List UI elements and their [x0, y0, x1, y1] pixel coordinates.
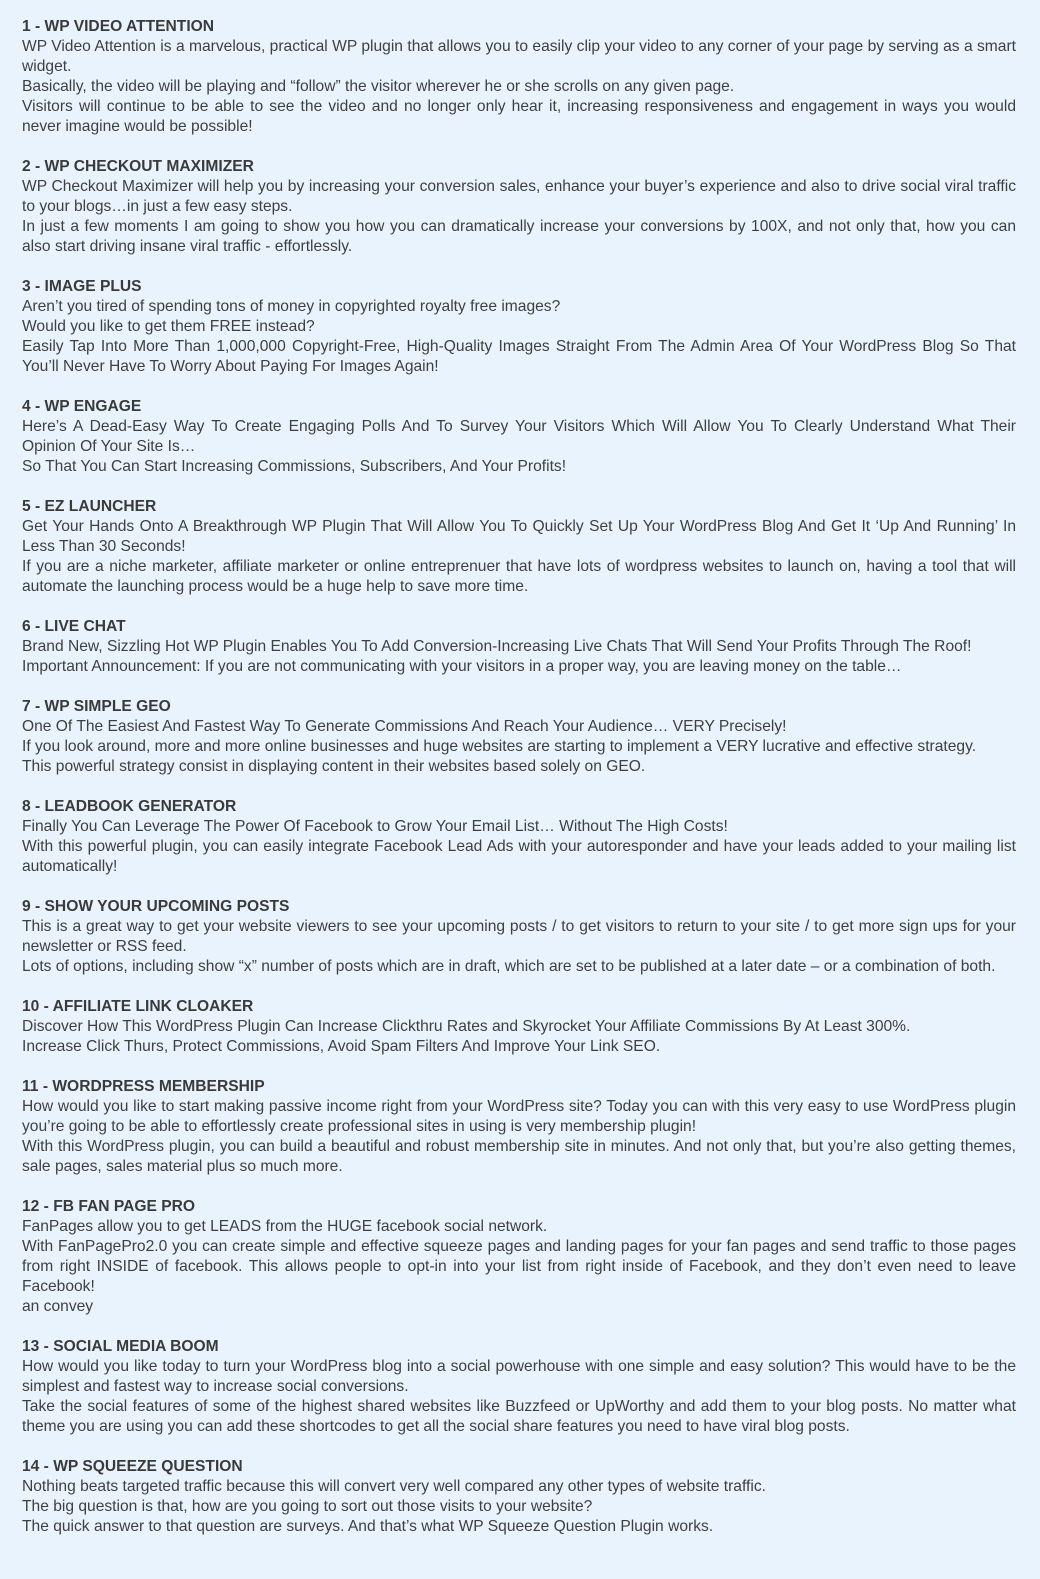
plugin-description: Discover How This WordPress Plugin Can Increase Clickthru Rates and Skyrocket Your Affiliate Commissions By At Least 300%.	[22, 1018, 911, 1035]
plugin-description: One Of The Easiest And Fastest Way To Generate Commissions And Reach Your Audience… VERY Precisely!	[22, 718, 787, 735]
plugin-description: How would you like to start making passive income right from your WordPress site? Today you can with this very easy to use WordPress plugin you’re going to be able to effortlessly create professional sites in using is very membership plugin!	[22, 1098, 1016, 1135]
plugin-description: How would you like today to turn your WordPress blog into a social powerhouse with one simple and easy solution? This would have to be the simplest and fastest way to increase social conversions.	[22, 1358, 1016, 1395]
plugin-description: This powerful strategy consist in displaying content in their websites based solely on GEO.	[22, 758, 646, 775]
plugin-title: 7 - WP SIMPLE GEO	[22, 698, 171, 715]
plugin-title: 6 - LIVE CHAT	[22, 618, 126, 635]
plugin-description: WP Video Attention is a marvelous, practical WP plugin that allows you to easily clip your video to any corner of your page by serving as a smart widget.	[22, 38, 1016, 75]
plugin-description: The big question is that, how are you going to sort out those visits to your website?	[22, 1498, 593, 1515]
plugin-description: So That You Can Start Increasing Commissions, Subscribers, And Your Profits!	[22, 458, 567, 475]
plugin-description: Nothing beats targeted traffic because this will convert very well compared any other types of website traffic.	[22, 1478, 766, 1495]
plugin-description: Take the social features of some of the highest shared websites like Buzzfeed or UpWorthy and add them to your blog posts. No matter what theme you are using you can add these shortcodes to get all the social share features you need to have viral blog posts.	[22, 1398, 1016, 1435]
plugin-item	[22, 497, 1016, 597]
plugin-description: With this powerful plugin, you can easily integrate Facebook Lead Ads with your autoresponder and have your leads added to your mailing list automatically!	[22, 838, 1016, 875]
plugin-description: The quick answer to that question are surveys. And that’s what WP Squeeze Question Plugin works.	[22, 1518, 714, 1535]
plugin-title: 9 - SHOW YOUR UPCOMING POSTS	[22, 898, 290, 915]
plugin-item	[22, 17, 1016, 137]
plugin-item	[22, 397, 1016, 477]
plugin-description: an convey	[22, 1298, 94, 1315]
plugin-title: 5 - EZ LAUNCHER	[22, 498, 157, 515]
plugin-item	[22, 617, 1016, 677]
plugin-title: 12 - FB FAN PAGE PRO	[22, 1198, 195, 1215]
plugin-description: Visitors will continue to be able to see the video and no longer only hear it, increasing responsiveness and engagement in ways you would never imagine would be possible!	[22, 98, 1016, 135]
plugin-description: Basically, the video will be playing and “follow” the visitor wherever he or she scrolls on any given page.	[22, 78, 735, 95]
plugin-description: With this WordPress plugin, you can build a beautiful and robust membership site in minutes. And not only that, but you’re also getting themes, sale pages, sales material plus so much more.	[22, 1138, 1016, 1175]
plugin-title: 2 - WP CHECKOUT MAXIMIZER	[22, 158, 254, 175]
plugin-description: With FanPagePro2.0 you can create simple and effective squeeze pages and landing pages for your fan pages and send traffic to those pages from right INSIDE of facebook. This allows people to opt-in into your list from right inside of Facebook, and they don’t even need to leave Facebook!	[22, 1238, 1016, 1295]
plugin-description: If you are a niche marketer, affiliate marketer or online entreprenuer that have lots of wordpress websites to launch on, having a tool that will automate the launching process would be a huge help to save more time.	[22, 558, 1016, 595]
plugin-title: 11 - WORDPRESS MEMBERSHIP	[22, 1078, 265, 1095]
plugin-item	[22, 797, 1016, 877]
plugin-item	[22, 697, 1016, 777]
plugin-description: This is a great way to get your website viewers to see your upcoming posts / to get visitors to return to your site / to get more sign ups for your newsletter or RSS feed.	[22, 918, 1016, 955]
plugin-item	[22, 277, 1016, 377]
plugin-title: 3 - IMAGE PLUS	[22, 278, 142, 295]
plugin-item	[22, 1457, 1016, 1537]
plugin-description: Lots of options, including show “x” number of posts which are in draft, which are set to be published at a later date – or a combination of both.	[22, 958, 996, 975]
plugin-title: 14 - WP SQUEEZE QUESTION	[22, 1458, 243, 1475]
plugin-title: 13 - SOCIAL MEDIA BOOM	[22, 1338, 219, 1355]
plugin-description: Easily Tap Into More Than 1,000,000 Copyright-Free, High-Quality Images Straight From The Admin Area Of Your WordPress Blog So That You’ll Never Have To Worry About Paying For Images Again!	[22, 338, 1016, 375]
plugin-title: 1 - WP VIDEO ATTENTION	[22, 18, 215, 35]
plugin-description: Here’s A Dead-Easy Way To Create Engaging Polls And To Survey Your Visitors Which Will Allow You To Clearly Understand What Their Opinion Of Your Site Is…	[22, 418, 1016, 455]
plugin-item	[22, 157, 1016, 257]
plugin-item	[22, 897, 1016, 977]
plugin-title: 4 - WP ENGAGE	[22, 398, 142, 415]
plugin-description: If you look around, more and more online businesses and huge websites are starting to implement a VERY lucrative and effective strategy.	[22, 738, 977, 755]
plugin-description: Increase Click Thurs, Protect Commissions, Avoid Spam Filters And Improve Your Link SEO.	[22, 1038, 661, 1055]
plugin-list	[22, 17, 1016, 1557]
plugin-description: Aren’t you tired of spending tons of money in copyrighted royalty free images?	[22, 298, 561, 315]
plugin-description: Brand New, Sizzling Hot WP Plugin Enables You To Add Conversion-Increasing Live Chats That Will Send Your Profits Through The Roof!	[22, 638, 972, 655]
plugin-description: Finally You Can Leverage The Power Of Facebook to Grow Your Email List… Without The High Costs!	[22, 818, 728, 835]
plugin-description: Would you like to get them FREE instead?	[22, 318, 315, 335]
plugin-description: FanPages allow you to get LEADS from the HUGE facebook social network.	[22, 1218, 548, 1235]
plugin-title: 10 - AFFILIATE LINK CLOAKER	[22, 998, 254, 1015]
plugin-item	[22, 1077, 1016, 1177]
plugin-title: 8 - LEADBOOK GENERATOR	[22, 798, 237, 815]
plugin-description: Important Announcement: If you are not communicating with your visitors in a proper way, you are leaving money on the table…	[22, 658, 902, 675]
plugin-item	[22, 1337, 1016, 1437]
plugin-item	[22, 997, 1016, 1057]
plugin-description: In just a few moments I am going to show you how you can dramatically increase your conversions by 100X, and not only that, how you can also start driving insane viral traffic - effortlessly.	[22, 218, 1016, 255]
plugin-item	[22, 1197, 1016, 1317]
plugin-description: WP Checkout Maximizer will help you by increasing your conversion sales, enhance your buyer’s experience and also to drive social viral traffic to your blogs…in just a few easy steps.	[22, 178, 1016, 215]
plugin-description: Get Your Hands Onto A Breakthrough WP Plugin That Will Allow You To Quickly Set Up Your WordPress Blog And Get It ‘Up And Running’ In Less Than 30 Seconds!	[22, 518, 1016, 555]
